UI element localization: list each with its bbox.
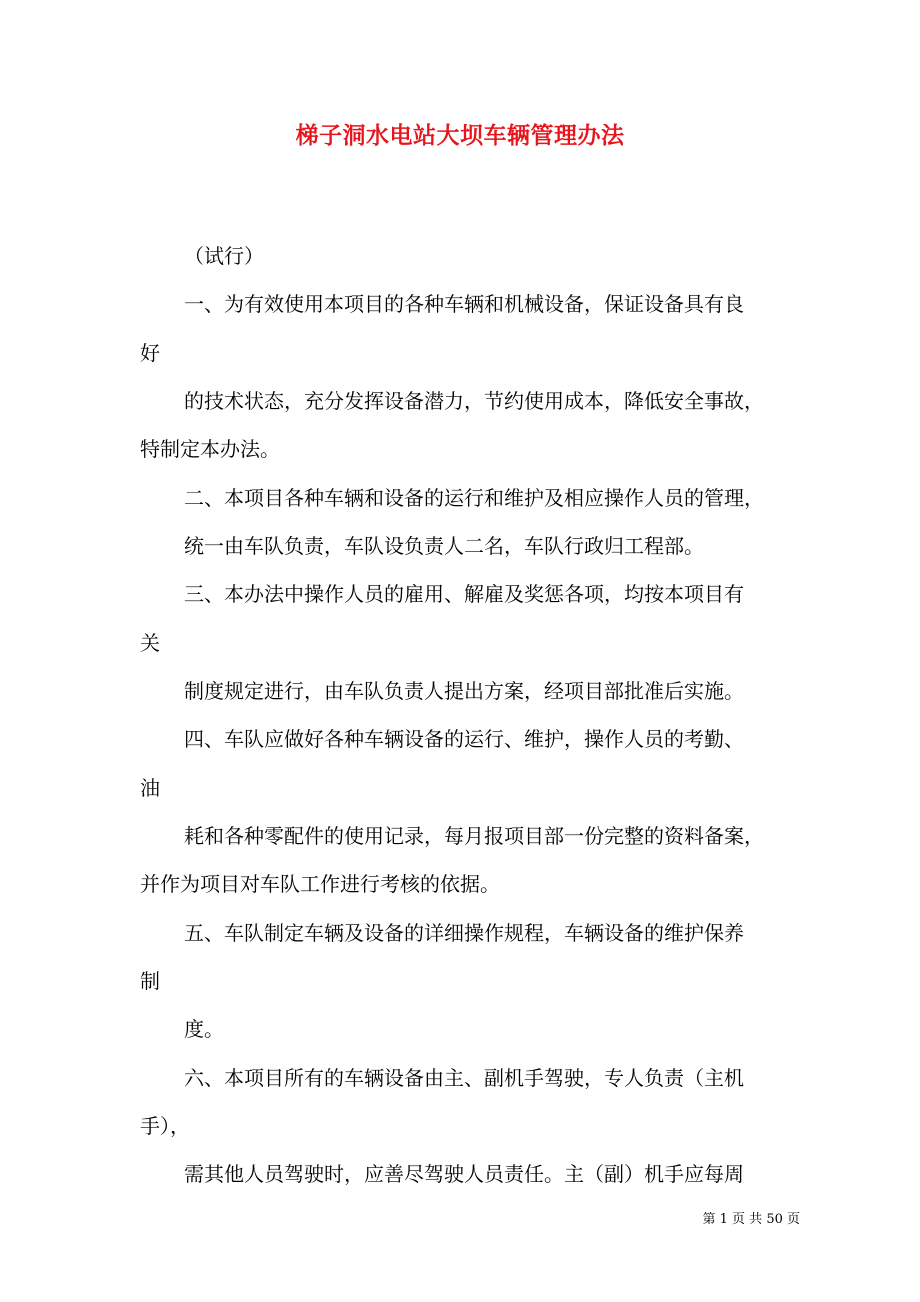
paragraph-line: 并作为项目对车队工作进行考核的依据。	[140, 872, 500, 896]
paragraph-line: 关	[140, 631, 160, 655]
paragraph-line: 一、为有效使用本项目的各种车辆和机械设备，保证设备具有良	[184, 292, 744, 316]
paragraph-line: 三、本办法中操作人员的雇用、解雇及奖惩各项，均按本项目有	[184, 582, 744, 606]
paragraph-line: 特制定本办法。	[140, 437, 280, 461]
page-number-footer: 第 1 页 共 50 页	[702, 1212, 800, 1227]
paragraph-line: 二、本项目各种车辆和设备的运行和维护及相应操作人员的管理，	[184, 486, 764, 510]
paragraph-line: 耗和各种零配件的使用记录，每月报项目部一份完整的资料备案，	[184, 824, 764, 848]
paragraph-line: 好	[140, 341, 160, 365]
paragraph-line: 制度规定进行，由车队负责人提出方案，经项目部批准后实施。	[184, 679, 744, 703]
paragraph-line: 油	[140, 776, 160, 800]
paragraph-line: 手），	[140, 1114, 190, 1138]
paragraph-line: 五、车队制定车辆及设备的详细操作规程，车辆设备的维护保养	[184, 921, 744, 945]
paragraph-line: 四、车队应做好各种车辆设备的运行、维护，操作人员的考勤、	[184, 727, 744, 751]
paragraph-line: 制	[140, 969, 160, 993]
paragraph-line: 度。	[184, 1017, 224, 1041]
paragraph-line: 的技术状态，充分发挥设备潜力，节约使用成本，降低安全事故，	[184, 389, 764, 413]
paragraph-line: 统一由车队负责，车队设负责人二名，车队行政归工程部。	[184, 534, 704, 558]
paragraph-line: （试行）	[184, 244, 264, 268]
paragraph-line: 需其他人员驾驶时，应善尽驾驶人员责任。主（副）机手应每周	[184, 1162, 744, 1186]
document-title: 梯子洞水电站大坝车辆管理办法	[295, 122, 625, 149]
paragraph-line: 六、本项目所有的车辆设备由主、副机手驾驶，专人负责（主机	[184, 1066, 744, 1090]
